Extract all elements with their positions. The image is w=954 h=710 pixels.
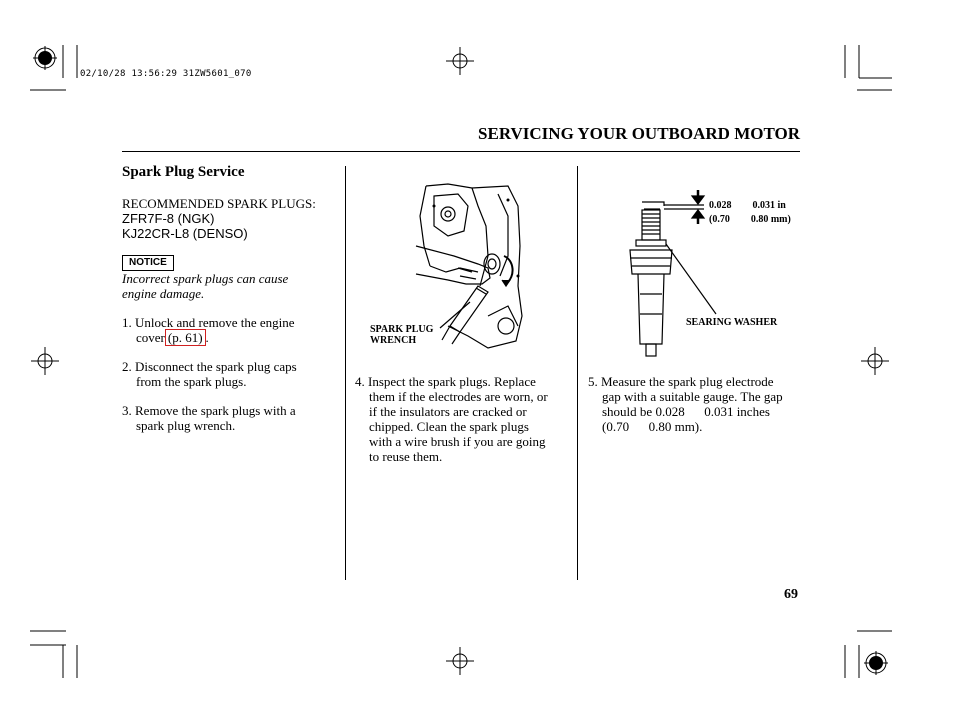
step-5-line3: should be 0.028 0.031 inches — [602, 404, 770, 419]
step-1-line2 — [136, 330, 209, 345]
step-4-line1: 4. Inspect the spark plugs. Replace — [355, 374, 536, 389]
step-1-cover-text: cover — [136, 330, 165, 345]
washer-label: SEARING WASHER — [686, 317, 778, 328]
gap-inches-min: 0.028 — [709, 200, 732, 211]
gap-mm-max: 0.80 mm) — [750, 214, 791, 225]
plug-denso: KJ22CR-L8 (DENSO) — [122, 226, 248, 241]
recommended-label: RECOMMENDED SPARK PLUGS: — [122, 196, 316, 211]
step-3-line2: spark plug wrench. — [136, 418, 236, 433]
step-3-line1: 3. Remove the spark plugs with a — [122, 403, 296, 418]
step-2-line2: from the spark plugs. — [136, 374, 247, 389]
gap-mm-min: (0.70 — [709, 214, 730, 225]
step-4-line2: them if the electrodes are worn, or — [369, 389, 548, 404]
gap-inches-max: 0.031 in — [752, 200, 786, 211]
figure-label-line1: SPARK PLUG — [370, 324, 434, 335]
notice-text-line2: engine damage. — [122, 286, 205, 301]
step-1-line1: 1. Unlock and remove the engine — [122, 315, 295, 330]
notice-text-line1: Incorrect spark plugs can cause — [122, 271, 289, 286]
column-divider-right — [577, 166, 578, 580]
spark-plug-diagram — [620, 184, 720, 364]
section-title: Spark Plug Service — [122, 164, 245, 180]
notice-label: NOTICE — [122, 255, 174, 271]
step-4-line6: to reuse them. — [369, 449, 443, 464]
step-4-line5: with a wire brush if you are going — [369, 434, 546, 449]
step-1-period: . — [205, 330, 209, 345]
step-5-line4: (0.70 0.80 mm). — [602, 419, 703, 434]
page-title: SERVICING YOUR OUTBOARD MOTOR — [478, 124, 800, 143]
gap-mm — [709, 214, 791, 225]
page-reference-link[interactable]: (p. 61) — [165, 329, 206, 346]
step-5-line1: 5. Measure the spark plug electrode — [588, 374, 774, 389]
notice-badge — [122, 252, 174, 271]
gap-inches — [709, 200, 786, 211]
step-5-line2: gap with a suitable gauge. The gap — [602, 389, 783, 404]
figure-label-line2: WRENCH — [370, 335, 417, 346]
column-divider-left — [345, 166, 346, 580]
print-stamp: 02/10/28 13:56:29 31ZW5601_070 — [80, 69, 252, 79]
header-rule — [122, 151, 800, 152]
step-4-line3: if the insulators are cracked or — [369, 404, 527, 419]
step-4-line4: chipped. Clean the spark plugs — [369, 419, 529, 434]
plug-ngk: ZFR7F-8 (NGK) — [122, 211, 215, 226]
page-number: 69 — [784, 587, 798, 602]
step-2-line1: 2. Disconnect the spark plug caps — [122, 359, 297, 374]
